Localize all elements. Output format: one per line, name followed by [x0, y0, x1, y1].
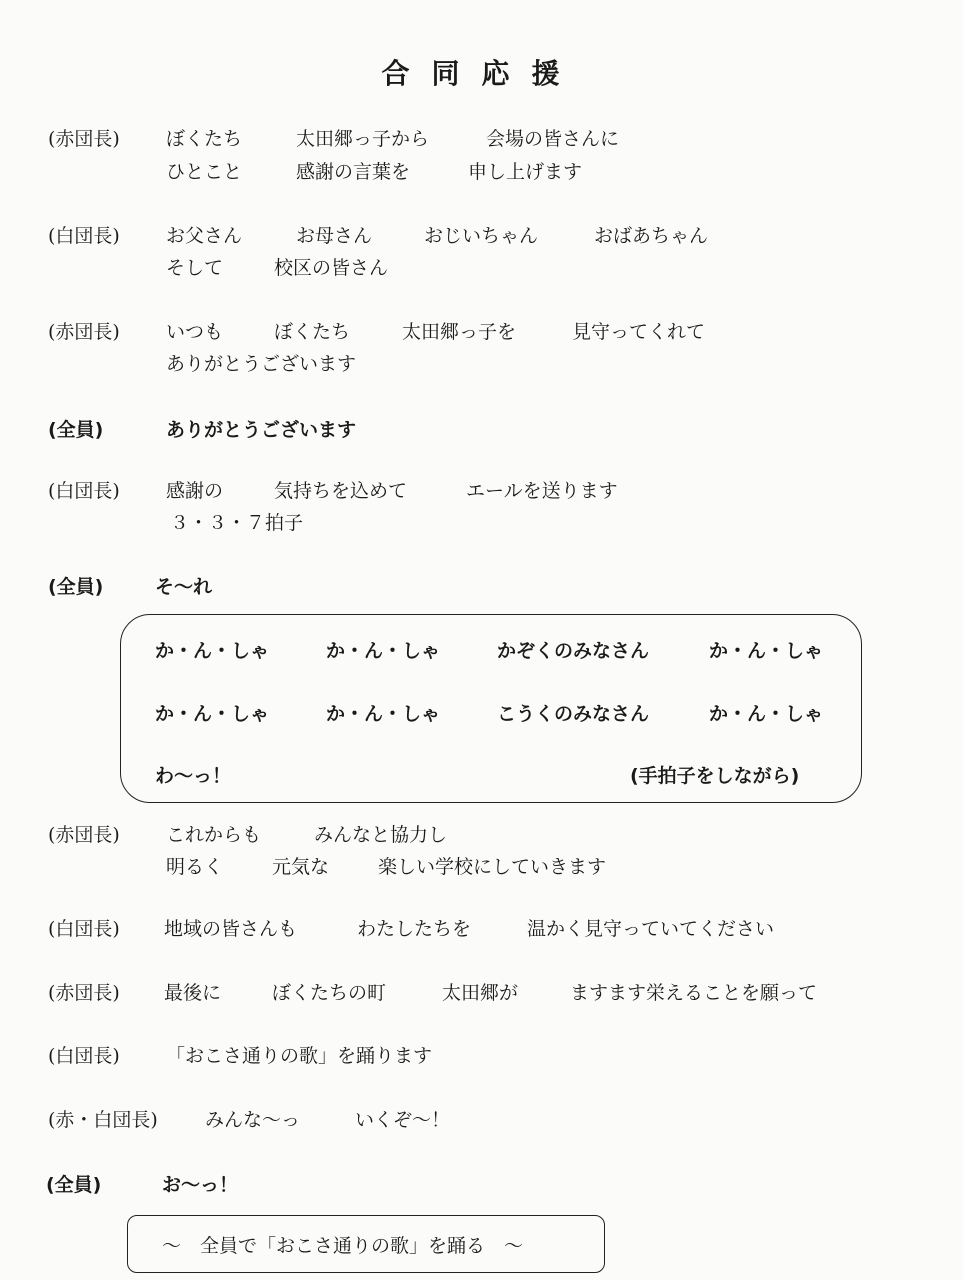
speaker-white-leader: (白団長) [48, 1045, 120, 1067]
speaker-white-leader: (白団長) [48, 225, 120, 247]
dialogue-phrase: 太田郷が [442, 982, 519, 1004]
dialogue-phrase: 楽しい学校にしていきます [378, 856, 607, 878]
final-instruction-box [127, 1215, 605, 1273]
dialogue-line [166, 317, 705, 344]
speaker-red-leader: (赤団長) [48, 824, 120, 846]
dialogue-phrase: ぼくたち [166, 128, 243, 150]
dialogue-phrase: みんな〜っ [205, 1109, 301, 1131]
dialogue-line [166, 253, 388, 280]
speaker-red-leader: (赤団長) [48, 982, 120, 1004]
dialogue-phrase: 明るく [166, 856, 224, 878]
speaker-all: (全員) [48, 576, 104, 598]
chant-stage-direction: (手拍子をしながら) [630, 765, 800, 787]
dialogue-line: 「おこさ通りの歌」を踊ります [166, 1045, 433, 1067]
chant-phrase: かぞくのみなさん [497, 640, 650, 662]
dialogue-phrase: 元気な [272, 856, 330, 878]
chant-phrase: か・ん・しゃ [709, 640, 824, 662]
chant-phrase: こうくのみなさん [497, 703, 650, 725]
dialogue-phrase: みんなと協力し [314, 824, 448, 846]
dialogue-phrase: いくぞ〜！ [355, 1109, 451, 1131]
chant-row [155, 699, 823, 726]
dialogue-line [166, 820, 447, 847]
dialogue-phrase: ますます栄えることを願って [570, 982, 818, 1004]
final-instruction-text: 〜 全員で「おこさ通りの歌」を踊る 〜 [162, 1234, 524, 1257]
dialogue-phrase: 太田郷っ子から [296, 128, 430, 150]
dialogue-phrase: 温かく見守っていてください [527, 918, 775, 940]
dialogue-phrase: 校区の皆さん [274, 257, 389, 279]
dialogue-phrase: おばあちゃん [594, 225, 709, 247]
dialogue-phrase: ぼくたち [274, 321, 351, 343]
dialogue-phrase: 会場の皆さんに [486, 128, 620, 150]
dialogue-phrase: お父さん [166, 225, 243, 247]
dialogue-phrase: お母さん [296, 225, 373, 247]
chant-phrase: わ〜っ！ [155, 765, 232, 787]
dialogue-line [166, 349, 356, 376]
chant-phrase: か・ん・しゃ [326, 640, 441, 662]
dialogue-phrase: 最後に [164, 982, 222, 1004]
chant-phrase: か・ん・しゃ [155, 640, 270, 662]
dialogue-phrase: これからも [166, 824, 262, 846]
dialogue-phrase: 見守ってくれて [572, 321, 706, 343]
dialogue-line: そ〜れ [155, 576, 213, 598]
page-title: 合同応援 [381, 57, 582, 90]
dialogue-phrase: ありがとうございます [166, 353, 357, 375]
chant-row [155, 761, 799, 788]
dialogue-phrase: ひとこと [166, 161, 243, 183]
dialogue-line [166, 852, 606, 879]
dialogue-phrase: 地域の皆さんも [164, 918, 298, 940]
dialogue-line [164, 914, 774, 941]
speaker-red-leader: (赤団長) [48, 128, 120, 150]
dialogue-line [166, 221, 708, 248]
dialogue-phrase: エールを送ります [466, 480, 618, 502]
chant-phrase: か・ん・しゃ [155, 703, 270, 725]
chant-row [155, 636, 823, 663]
dialogue-line: ありがとうございます [166, 419, 357, 441]
dialogue-line [164, 978, 817, 1005]
dialogue-phrase: わたしたちを [357, 918, 472, 940]
dialogue-phrase: 太田郷っ子を [402, 321, 517, 343]
dialogue-line [166, 157, 582, 184]
dialogue-phrase: いつも [166, 321, 224, 343]
dialogue-line: お〜っ！ [162, 1174, 239, 1196]
dialogue-phrase: おじいちゃん [424, 225, 539, 247]
dialogue-phrase: ぼくたちの町 [272, 982, 387, 1004]
speaker-all: (全員) [48, 419, 104, 441]
dialogue-phrase: 感謝の [166, 480, 224, 502]
dialogue-phrase: 感謝の言葉を [296, 161, 411, 183]
dialogue-phrase: ３・３・７拍子 [170, 512, 304, 534]
dialogue-phrase: 申し上げます [468, 161, 583, 183]
dialogue-line [170, 508, 303, 535]
dialogue-phrase: そして [166, 257, 224, 279]
chant-phrase: か・ん・しゃ [709, 703, 824, 725]
speaker-white-leader: (白団長) [48, 480, 120, 502]
dialogue-phrase: 気持ちを込めて [274, 480, 408, 502]
speaker-all: (全員) [46, 1174, 102, 1196]
speaker-white-leader: (白団長) [48, 918, 120, 940]
dialogue-line [205, 1105, 450, 1132]
dialogue-line [166, 124, 619, 151]
chant-phrase: か・ん・しゃ [326, 703, 441, 725]
dialogue-line [166, 476, 618, 503]
speaker-red-white-leaders: (赤・白団長) [48, 1109, 158, 1131]
speaker-red-leader: (赤団長) [48, 321, 120, 343]
